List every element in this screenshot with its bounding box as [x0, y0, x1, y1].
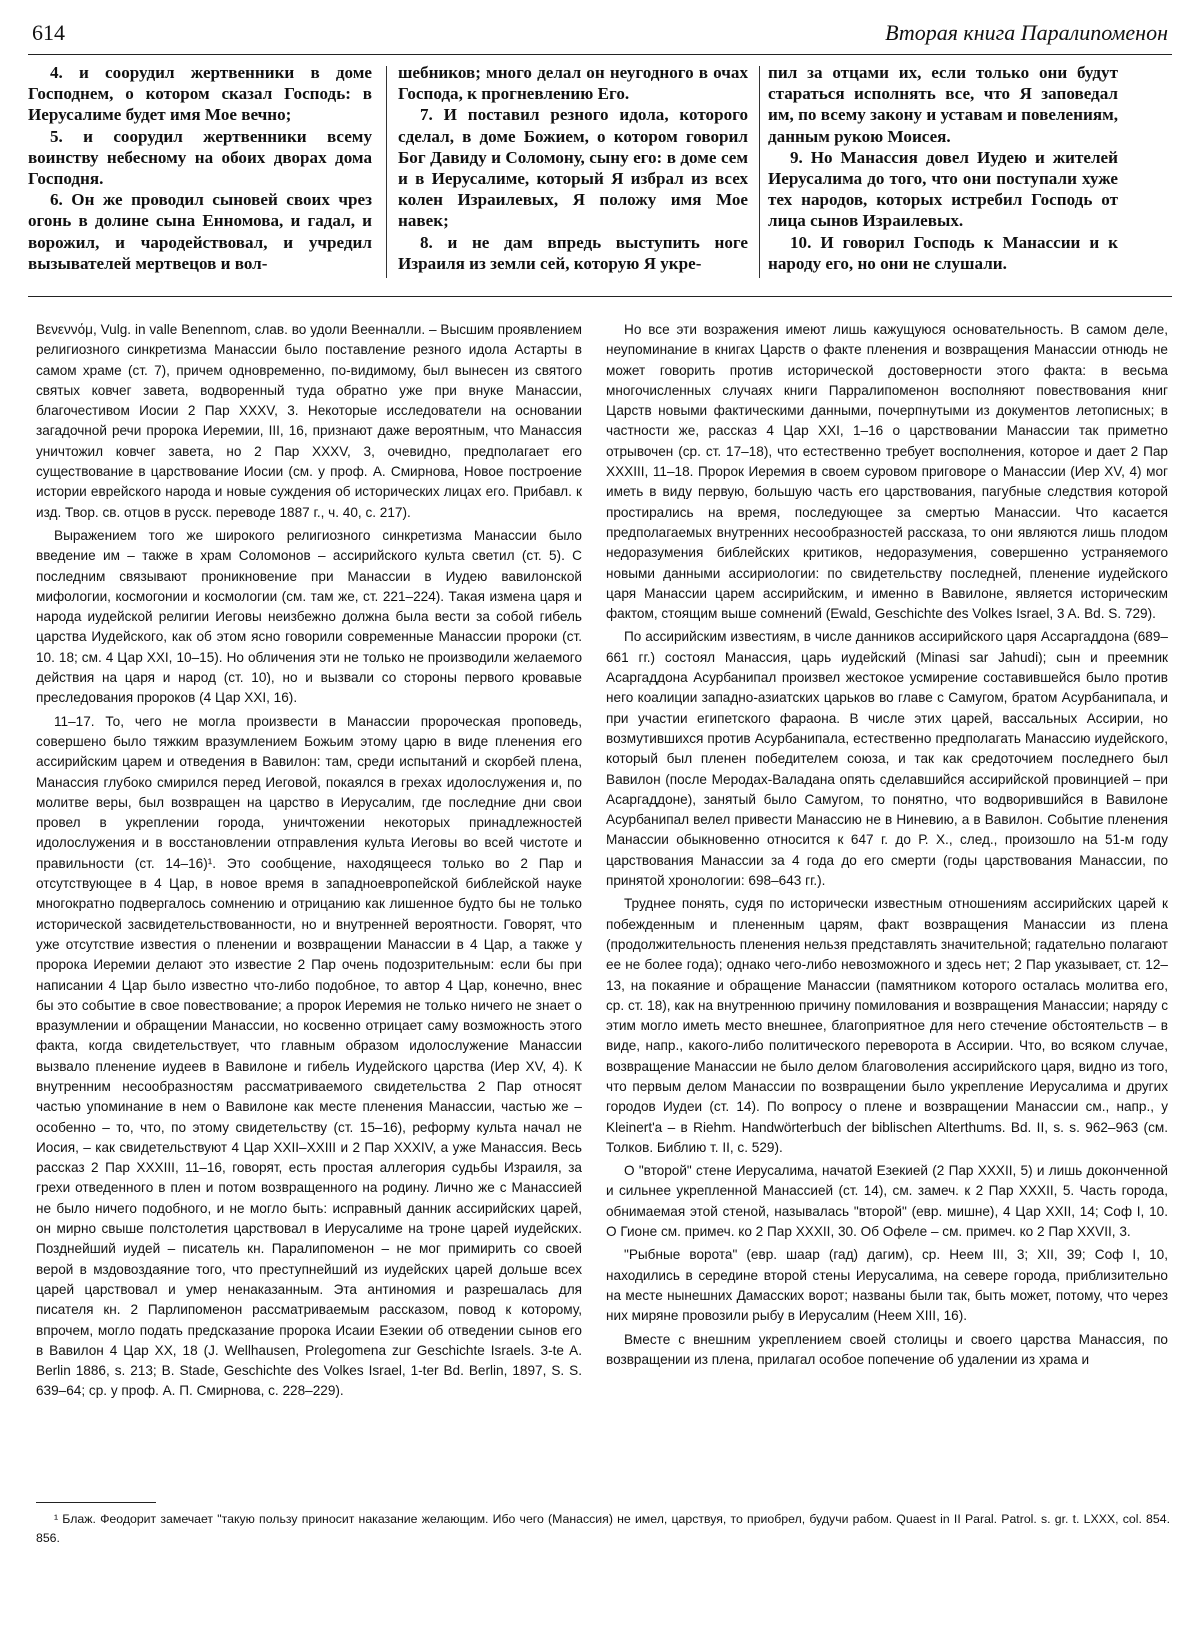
column-separator [759, 66, 760, 278]
footnote: ¹ Блаж. Феодорит замечает "такую пользу приносит наказание желающим. Ибо чего (Манассия) не имел, царствуя, то приобрел, будучи рабом. Quaest in II Paral. Patrol. s. gr. t. LXXX, col. 854. 856. [36, 1512, 1170, 1545]
running-title: Вторая книга Паралипоменон [885, 20, 1168, 45]
verse-6: 6. Он же проводил сыновей своих чрез огонь в долине сына Енномова, и гадал, и ворожил, и чародействовал, и учредил вызывателей мертвецов и вол- [28, 190, 372, 273]
verse-9: 9. Но Манассия довел Иудею и жителей Иерусалима до того, что они поступали хуже тех народов, которых истребил Господь от лица сынов Израилевых. [768, 147, 1118, 231]
header-rule [28, 54, 1172, 55]
section-rule [28, 296, 1172, 297]
commentary-paragraph: Вместе с внешним укреплением своей столицы и своего царства Манассия, по возвращении из плена, прилагал особое попечение об удалении из храма и [606, 1331, 1168, 1367]
commentary-column-2 [606, 320, 1168, 1485]
verse-6-continued: шебников; много делал он неугодного в очах Господа, к прогневлению Его. [398, 63, 748, 104]
commentary-paragraph: По ассирийским известиям, в числе данников ассирийского царя Ассаргаддона (689–661 гг.) состоял Манассия, царь иудейский (Minasi sar Jahudi); сын и преемник Асаргаддона Асурбанипал произвел жестокое усмирение составившейся было против него коалиции западно-азиатских царьков во главе с Самугом, братом Асурбанипала, и при участии египетского фараона. В числе этих царей, вассальных Ассирии, но возмутившихся против Асурбанипала, естественно предполагать Манассию иудейского, который был пленен победителем союза, и так как средоточием последнего был Вавилон (после Меродах-Валадана опять сделавшийся ассирийской провинцией – при Асаргаддоне), занятый было Самугом, то понятно, что водворившийся в Вавилоне Асурбанипал велел привести Манассию не в Ниневию, а в Вавилон. Событие пленения Манассии обыкновенно относится к 647 г. до Р. Х., след., произошло на 51-м году царствования Манассии за 4 года до его смерти (годы царствования Манассии, по принятой хронологии: 698–643 гг.). [606, 629, 1168, 889]
commentary-column-1 [36, 320, 582, 1485]
footnote-rule [36, 1502, 156, 1503]
page-number: 614 [32, 20, 65, 45]
verse-8-continued: пил за отцами их, если только они будут стараться исполнять все, что Я заповедал им, по всему закону и уставам и повелениям, данным рукою Моисея. [768, 63, 1118, 146]
commentary-paragraph: 11–17. То, чего не могла произвести в Манассии пророческая проповедь, совершено было тяжким вразумлением Божьим этому царю в виде пленения его ассирийским царем и отведения в Вавилон: там, среди испытаний и скорбей плена, Манассия глубоко смирился перед Иеговой, покаялся в грехах идолослужения и, по молитве веры, был возвращен на царство в Иерусалим, где последние дни свои провел в укреплении города, уничтожении некоторых принадлежностей идолослужения и в восстановлении отправления культа Иеговы во всей чистоте и правильности (ст. 14–16)¹. Это сообщение, находящееся только во 2 Пар и отсутствующее в 4 Цар, в новое время в западноевропейской библейской науке многократно подвергалось сомнению и отрицанию как лишенное будто бы не только исторической засвидетельствованности, но и внутренней вероятности. Говорят, что уже отсутствие известия о пленении и возвращении Манассии в 4 Цар, а также у пророка Иеремии делают это известие 2 Пар очень подозрительным: если бы при написании 4 Цар было известно что-либо подобное, то автор 4 Цар, конечно, внес бы это событие в свое повествование; а пророк Иеремия не только ничего не знает о вразумлении и обращении Манассии, но косвенно отрицает саму возможность этого факта, когда свидетельствует, что главным образом идолослужение Манассии вызвало пленение иудеев в Вавилоне и гибель Иудейского царства (Иер XV, 4). К внутренним несообразностям рассматриваемого свидетельства 2 Пар относят частью упоминание в нем о Вавилоне как месте пленения Манассии, частью же – особенно – то, что, по этому свидетельству (ст. 15–16), реформу культа начал не Иосия, – как свидетельствуют 4 Цар XXII–XXIII и 2 Пар XXXIV, а уже Манассия. Весь рассказ 2 Пар XXXIII, 11–16, говорят, есть простая аллегория судьбы Израиля, за грехи отведенного в плен и потом возвращенного на родину. Лично же с Манассией не было ничего подобного, и не могло быть: исправный данник ассирийских царей, он мирно свыше полстолетия царствовал в Иерусалиме на троне царей иудейских. Позднейший иудей – писатель кн. Паралипоменон – не мог примирить со своей верой в мздовоздаяние того, что преступнейший из иудейских царей дольше всех царей царствовал и умер ненаказанным. Эта антиномия и разрешалась для писателя кн. 2 Парлипоменон рассматриваемым рассказом, повод к которому, впрочем, могло подать предсказание пророка Исаии Езекии об отведении сынов его в Вавилон 4 Цар XX, 18 (J. Wellhausen, Prolegomena zur Geschichte Israels. 3-te A. Berlin 1886, s. 213; B. Stade, Geschichte des Volkes Israel, 1-ter Bd. Berlin, 1897, S. S. 639–64; ср. у проф. А. П. Смирнова, с. 228–229). [36, 713, 582, 1399]
bible-text-block [28, 62, 1170, 284]
verse-5: 5. и соорудил жертвенники всему воинству небесному на обоих дворах дома Господня. [28, 126, 372, 189]
verse-8: 8. и не дам впредь выступить ноге Израиля из земли сей, которую Я укре- [398, 232, 748, 273]
commentary-paragraph: Βενεννόμ, Vulg. in valle Benennom, слав. во удоли Веенналли. – Высшим проявлением религиозного синкретизма Манассии было поставление резного идола Астарты в самом храме (ст. 7), причем одновременно, по-видимому, был вынесен из святого святых ковчег завета, водворенный туда обратно уже при внуке Манассии, благочестивом Иосии 2 Пар XXXV, 3. Некоторые исследователи на основании загадочной речи пророка Иеремии, III, 16, признают даже вероятным, что Манассия уничтожил ковчег завета, но 2 Пар XXXV, 3, очевидно, предполагает его существование в царствование Иосии (см. у проф. А. Смирнова, Новое построение истории еврейского народа и новые суждения об исторических лицах его. Прибавл. к изд. Твор. св. отцов в русск. переводе 1887 г., ч. 40, с. 217). [36, 322, 582, 520]
verse-10: 10. И говорил Господь к Манассии и к народу его, но они не слушали. [768, 232, 1118, 273]
commentary-block [36, 320, 1170, 1485]
commentary-paragraph: "Рыбные ворота" (евр. шаар (гад) дагим), ср. Неем III, 3; XII, 39; Соф I, 10, находились в середине второй стены Иерусалима, на севере города, приблизительно на месте нынешних Дамасских ворот; названы были так, быть может, потому, что через них миряне провозили рыбу в Иерусалим (Неем XIII, 16). [606, 1247, 1168, 1324]
page-header [28, 16, 1170, 56]
bible-column-3 [768, 62, 1118, 284]
bible-column-2 [398, 62, 748, 284]
commentary-paragraph: Труднее понять, судя по исторически известным отношениям ассирийских царей к побежденным и плененным царям, факт возвращения Манассии из плена (продолжительность пленения нельзя представлять значительной; гадательно полагают ее не более года); однако чего-либо невозможного и здесь нет; 2 Пар указывает, ст. 12–13, на покаяние и обращение Манассии (памятником которого осталась молитва его, ср. ст. 18), как на внутреннюю причину помилования и возвращения Манассии; наряду с этим могло иметь место внешнее, благоприятное для него стечение обстоятельств – в виде, напр., какого-либо политического переворота в Ассирии. Что, во всяком случае, возвращение Манассии не было делом благоволения ассирийского царя, видно из того, что первым делом Манассии по возвращении было укрепление Иерусалима и других городов Иудеи (ст. 14). По вопросу о плене и возвращении Манассии см., напр., у Kleinert'a – в Riehm. Handwörterbuch der biblischen Alterthums. Bd. II, s. s. 962–963 (см. Толков. Библию т. II, с. 529). [606, 896, 1168, 1155]
commentary-paragraph: О "второй" стене Иерусалима, начатой Езекией (2 Пар XXXII, 5) и лишь доконченной и сильнее укрепленной Манассией (ст. 14), см. замеч. к 2 Пар XXXII, 5. Часть города, обнимаемая этой стеной, называлась "второй" (евр. мишне), 4 Цар XXII, 14; Соф I, 10. О Гионе см. примеч. ко 2 Пар XXXII, 30. Об Офеле – см. примеч. ко 2 Пар XXVII, 3. [606, 1163, 1168, 1240]
verse-4: 4. и соорудил жертвенники в доме Господнем, о котором сказал Господь: в Иерусалиме будет имя Мое вечно; [28, 63, 372, 125]
column-separator [386, 66, 387, 278]
verse-7: 7. И поставил резного идола, которого сделал, в доме Божием, о котором говорил Бог Давиду и Соломону, сыну его: в доме сем и в Иерусалиме, который Я избрал из всех колен Израилевых, Я положу имя Мое навек; [398, 105, 748, 231]
commentary-paragraph: Но все эти возражения имеют лишь кажущуюся основательность. В самом деле, неупоминание в книгах Царств о факте пленения и возвращения Манассии отнюдь не может говорить против исторической достоверности этого факта: в весьма многочисленных случаях книги Парралипоменон восполняют повествования книг Царств новыми фактическими данными, почерпнутыми из документов летописных; в частности же, рассказ 4 Цар XXI, 1–16 о царствовании Манассии так приметно отрывочен (ср. ст. 17–18), что естественно требует восполнения, которое и дает 2 Пар XXXIII, 11–18. Пророк Иеремия в своем суровом приговоре о Манассии (Иер XV, 4) мог иметь в виду первую, большую часть его царствования, пагубные следствия которой простирались на время, последующее за смертью Манассии. Что касается предполагаемых внутренних несообразностей рассказа, то они являются лишь плодом недоразумения библейских критиков, недоразумения, совершенно устраняемого новыми данными ассириологии: по свидетельству последней, пленение иудейского царя Манассии царем ассирийским, и именно в Вавилоне, является историческим фактом, стоящим выше сомнений (Ewald, Geschichte des Volkes Israel, 3 A. Bd. S. 729). [606, 322, 1168, 622]
commentary-paragraph: Выражением того же широкого религиозного синкретизма Манассии было введение им – также в храм Соломонов – ассирийского культа светил (ст. 5). С последним связывают проникновение при Манассии в Иудею вавилонской мифологии, космогонии и космологии (см. там же, ст. 221–224). Такая измена царя и народа иудейской религии Иеговы неизбежно должна была вести за собой гибель царства Иудейского, как об этом ясно говорили современные Манассии пророки (ст. 10. 18; см. 4 Цар XXI, 10–15). Но обличения эти не только не производили желаемого действия на царя и народ (ст. 10), но и вызвали со стороны первого кровавые преследования пророков (4 Цар XXI, 16). [36, 527, 582, 706]
bible-column-1 [28, 62, 372, 284]
